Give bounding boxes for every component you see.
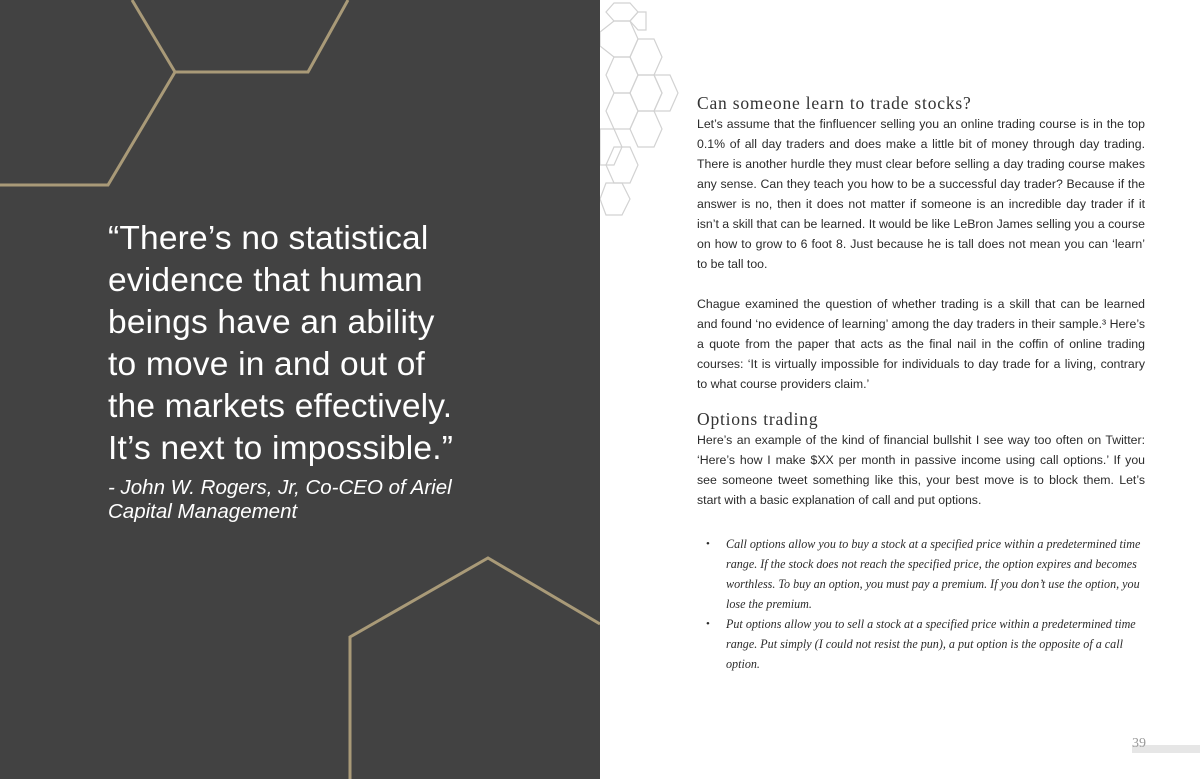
paragraph-options-intro: Here’s an example of the kind of financial bullshit I see way too often on Twitter: ‘Here’s how I make $XX per month in passive income using call options.’ If you see someone tweet something like this, your best move is to block them. Let’s start with a basic explanation of call and put options. bbox=[697, 433, 1145, 507]
quote-line: to move in and out of bbox=[108, 346, 426, 383]
pull-quote bbox=[108, 218, 578, 470]
paragraph-finfluencer: Let’s assume that the finfluencer selling you an online trading course is in the top 0.1% of all day traders and does make a little bit of money through day trading. There is another hurdle they must clear before selling a day trading course makes any sense. Can they teach you how to be a successful day trader? Because if the answer is no, then it does not matter if someone is an incredible day trader if it isn’t a skill that can be learned. It would be like LeBron James selling you a course on how to grow to 6 foot 8. Just because he is tall does not mean you can ‘learn’ to be tall too. bbox=[697, 117, 1145, 271]
attribution-line: - John W. Rogers, Jr, Co-CEO of Ariel bbox=[108, 476, 452, 499]
quote-line: beings have an ability bbox=[108, 304, 435, 341]
right-page-text bbox=[600, 0, 1200, 779]
heading-learn-to-trade: Can someone learn to trade stocks? bbox=[697, 93, 972, 113]
quote-attribution bbox=[108, 476, 578, 524]
quote-line: “There’s no statistical bbox=[108, 220, 429, 257]
article-body bbox=[697, 92, 1145, 674]
bullet-call-options: • Call options allow you to buy a stock at a specified price within a predetermined time range. If the stock does not reach the specified price, the option expires and becomes worthless. To buy an option, you must pay a premium. If you don’t use the option, you lose the premium. bbox=[697, 534, 1145, 614]
quote-line: It’s next to impossible.” bbox=[108, 430, 454, 467]
bullet-put-options: • Put options allow you to sell a stock at a specified price within a predetermined time range. Put simply (I could not resist the pun), a put option is the opposite of a call option. bbox=[697, 614, 1145, 674]
attribution-line: Capital Management bbox=[108, 500, 298, 523]
options-bullet-list bbox=[697, 534, 1145, 674]
quote-line: the markets effectively. bbox=[108, 388, 453, 425]
paragraph-chague: Chague examined the question of whether trading is a skill that can be learned and found ‘no evidence of learning’ among the day traders in their sample.³ Here’s a quote from the paper that acts as the final nail in the coffin of online trading courses: ‘It is virtually impossible for individuals to day trade for a living, contrary to what course providers claim.’ bbox=[697, 297, 1145, 391]
quote-line: evidence that human bbox=[108, 262, 423, 299]
hexagon-pattern-decoration bbox=[600, 0, 680, 230]
heading-options-trading: Options trading bbox=[697, 409, 819, 429]
page-number: 39 bbox=[1132, 736, 1146, 751]
